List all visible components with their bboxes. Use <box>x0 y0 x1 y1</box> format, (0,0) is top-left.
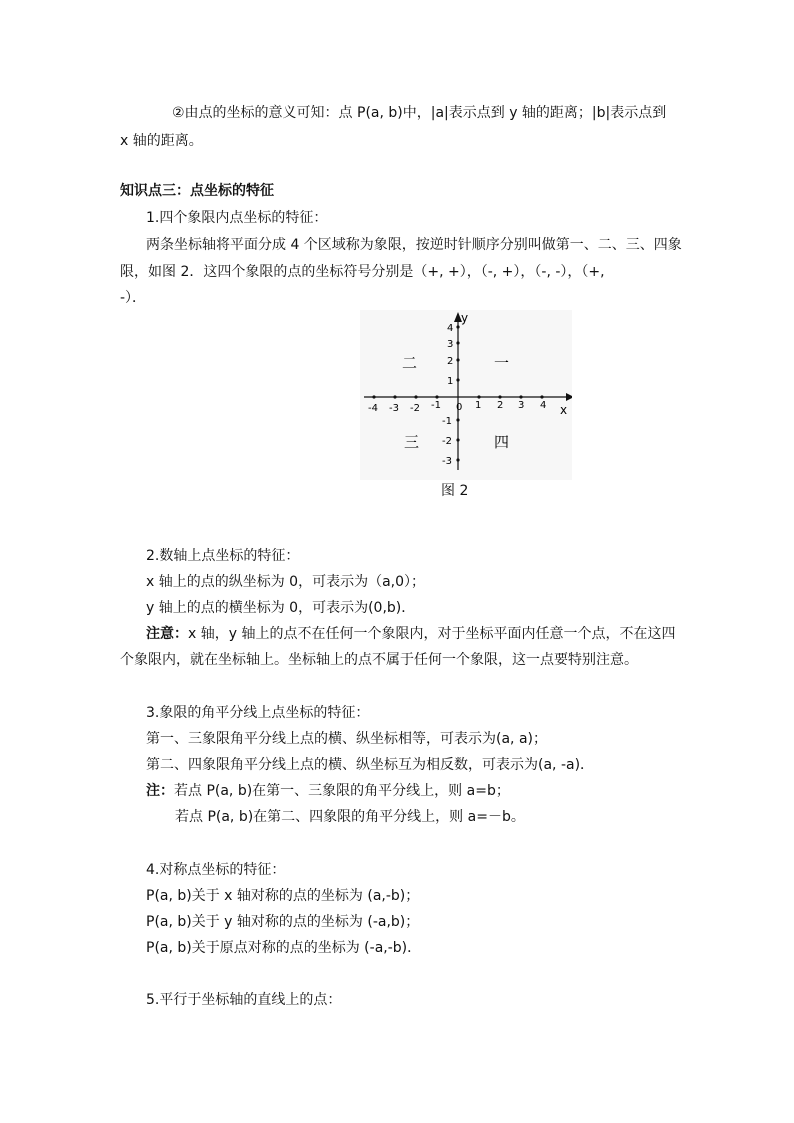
item1-title: 1.四个象限内点坐标的特征： <box>146 210 328 226</box>
item4-line-2: P(a, b)关于 y 轴对称的点的坐标为 (-a,b)； <box>146 914 420 930</box>
y-tick-label: 1 <box>447 376 454 387</box>
coordinate-plane-diagram <box>360 310 572 480</box>
intro-line-1: ②由点的坐标的意义可知：点 P(a, b)中，|a|表示点到 y 轴的距离；|b|表示点到 <box>172 105 667 121</box>
item2-note-line-2: 个象限内，就在坐标轴上。坐标轴上的点不属于任何一个象限，这一点要特别注意。 <box>120 652 638 668</box>
x-tick-label: -1 <box>431 400 441 411</box>
y-tick-label: 2 <box>447 356 454 367</box>
quadrant-1-label: 一 <box>494 354 510 372</box>
item2-line-2: y 轴上的点的横坐标为 0，可表示为(0,b)． <box>146 600 416 616</box>
item3-line-2: 第二、四象限角平分线上点的横、纵坐标互为相反数，可表示为(a, -a)． <box>146 757 595 773</box>
item3-line-1: 第一、三象限角平分线上点的横、纵坐标相等，可表示为(a, a)； <box>146 731 547 747</box>
item1-paragraph-line-1: 两条坐标轴将平面分成 4 个区域称为象限，按逆时针顺序分别叫做第一、二、三、四象 <box>146 237 682 253</box>
x-tick-label: 3 <box>518 400 525 411</box>
item2-note-line-1 <box>146 624 675 644</box>
intro-line-2: x 轴的距离。 <box>120 133 203 149</box>
x-tick-label: 2 <box>497 400 504 411</box>
x-tick-label: -2 <box>410 403 420 414</box>
item3-note-line-1 <box>146 781 510 801</box>
note-label: 注意： <box>146 626 188 642</box>
item1-paragraph-line-3: -）． <box>120 290 147 306</box>
y-tick-label: -2 <box>442 436 452 447</box>
x-axis-arrow-icon <box>566 393 572 401</box>
quadrant-2-label: 二 <box>402 354 418 372</box>
item4-line-3: P(a, b)关于原点对称的点的坐标为 (-a,-b)． <box>146 940 422 956</box>
x-tick-label: 1 <box>475 400 482 411</box>
y-tick-label: 3 <box>447 339 454 350</box>
note-text: x 轴，y 轴上的点不在任何一个象限内，对于坐标平面内任意一个点，不在这四 <box>188 626 676 642</box>
x-tick-label: 4 <box>540 400 547 411</box>
item5-title: 5.平行于坐标轴的直线上的点： <box>146 992 342 1008</box>
quadrant-figure <box>360 310 572 480</box>
y-tick-label: -3 <box>442 456 452 467</box>
section-heading: 知识点三：点坐标的特征 <box>120 183 274 199</box>
origin-label: 0 <box>456 402 463 413</box>
note-text: 若点 P(a, b)在第一、三象限的角平分线上，则 a=b； <box>174 783 510 799</box>
note-label: 注： <box>146 783 174 799</box>
quadrant-4-label: 四 <box>494 433 510 451</box>
item2-title: 2.数轴上点坐标的特征： <box>146 548 300 564</box>
item3-note-line-2: 若点 P(a, b)在第二、四象限的角平分线上，则 a=－b。 <box>175 809 525 825</box>
item4-line-1: P(a, b)关于 x 轴对称的点的坐标为 (a,-b)； <box>146 888 420 904</box>
figure-caption: 图 2 <box>441 483 469 499</box>
x-axis-label: x <box>560 403 568 417</box>
x-tick-label: -4 <box>368 403 378 414</box>
quadrant-3-label: 三 <box>404 433 420 451</box>
item3-title: 3.象限的角平分线上点坐标的特征： <box>146 705 370 721</box>
item2-line-1: x 轴上的点的纵坐标为 0，可表示为（a,0）； <box>146 574 426 590</box>
item4-title: 4.对称点坐标的特征： <box>146 862 286 878</box>
y-tick-label: 4 <box>447 323 454 334</box>
y-axis-label: y <box>461 311 469 325</box>
y-tick-label: -1 <box>442 416 452 427</box>
x-tick-label: -3 <box>389 403 399 414</box>
item1-paragraph-line-2: 限，如图 2．这四个象限的点的坐标符号分别是（+, +），（-, +），（-, -），（+, <box>120 264 605 280</box>
